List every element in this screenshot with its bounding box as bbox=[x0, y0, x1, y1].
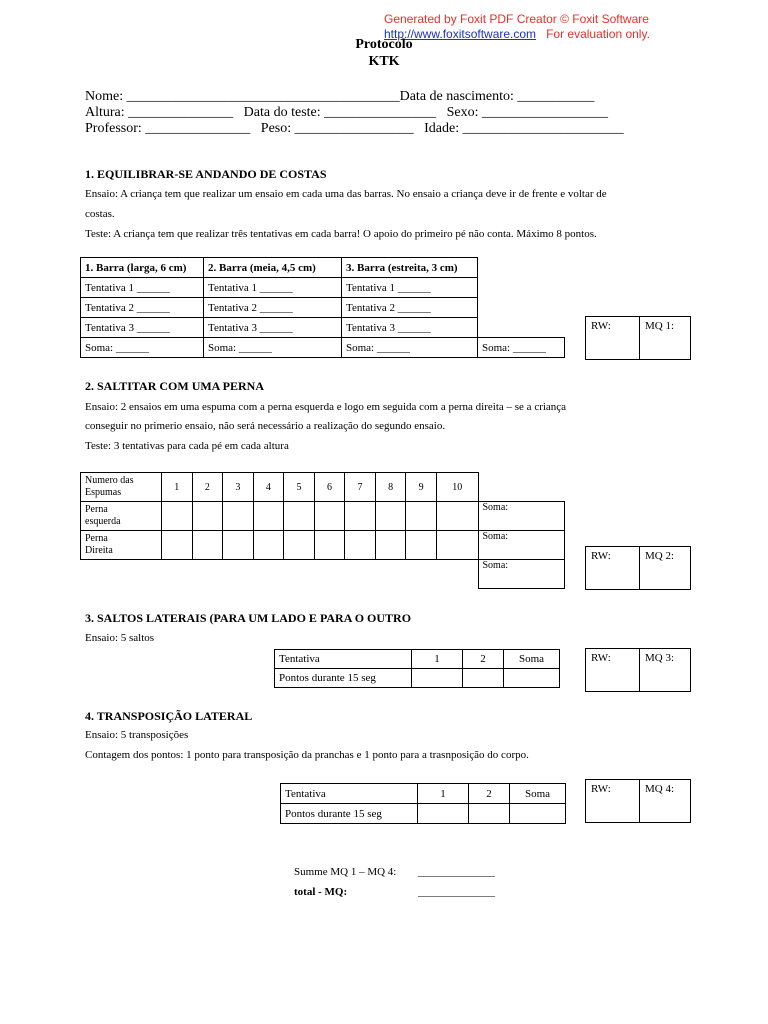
bar-1-attempt-2[interactable]: Tentativa 2 ______ bbox=[81, 298, 204, 318]
total-leg-sum[interactable]: Soma: bbox=[478, 560, 565, 589]
summary-label: Summe MQ 1 – MQ 4: bbox=[294, 866, 397, 878]
left-leg-cell[interactable] bbox=[375, 502, 406, 531]
right-leg-cell[interactable] bbox=[253, 531, 284, 560]
bar-2-attempt-3[interactable]: Tentativa 3 ______ bbox=[204, 318, 342, 338]
bar-3-attempt-3[interactable]: Tentativa 3 ______ bbox=[342, 318, 478, 338]
left-leg-cell[interactable] bbox=[284, 502, 315, 531]
s4-tentativa-label: Tentativa bbox=[281, 784, 418, 804]
section-1-title: 1. EQUILIBRAR-SE ANDANDO DE COSTAS bbox=[85, 167, 327, 181]
right-leg-cell[interactable] bbox=[314, 531, 345, 560]
section-1-table bbox=[80, 257, 565, 358]
left-leg-cell[interactable] bbox=[192, 502, 223, 531]
page-subtitle: KTK bbox=[368, 54, 400, 69]
data-teste-field[interactable]: Data do teste: ________________ bbox=[243, 105, 437, 120]
s3-cell-1[interactable] bbox=[412, 669, 463, 688]
s4-cell-soma[interactable] bbox=[510, 804, 566, 824]
right-leg-cell[interactable] bbox=[345, 531, 376, 560]
foam-col: 4 bbox=[253, 473, 284, 502]
summary-line[interactable]: ______________ bbox=[418, 866, 495, 878]
bar-2-attempt-2[interactable]: Tentativa 2 ______ bbox=[204, 298, 342, 318]
left-leg-cell[interactable] bbox=[253, 502, 284, 531]
section-1-teste: Teste: A criança tem que realizar três tentativas em cada barra! O apoio do primeiro pé não conta. Máximo 8 pontos. bbox=[85, 228, 597, 240]
left-leg-cell[interactable] bbox=[314, 502, 345, 531]
altura-field[interactable]: Altura: _______________ bbox=[85, 105, 234, 120]
s4-col-1: 1 bbox=[418, 784, 469, 804]
total-sum[interactable]: Soma: ______ bbox=[478, 338, 565, 358]
section-4-ensaio: Ensaio: 5 transposições bbox=[85, 729, 189, 741]
left-leg-cell[interactable] bbox=[436, 502, 478, 531]
foam-col: 7 bbox=[345, 473, 376, 502]
right-leg-cell[interactable] bbox=[223, 531, 254, 560]
foam-col: 6 bbox=[314, 473, 345, 502]
bar-1-header: 1. Barra (larga, 6 cm) bbox=[81, 258, 204, 278]
rw-4[interactable]: RW: bbox=[586, 780, 640, 822]
mq-1[interactable]: MQ 1: bbox=[645, 320, 675, 332]
s3-cell-soma[interactable] bbox=[504, 669, 560, 688]
bar-3-attempt-1[interactable]: Tentativa 1 ______ bbox=[342, 278, 478, 298]
watermark-line: Generated by Foxit PDF Creator © Foxit Software bbox=[384, 12, 649, 26]
s3-cell-2[interactable] bbox=[463, 669, 504, 688]
peso-field[interactable]: Peso: _________________ bbox=[260, 121, 414, 136]
s3-col-2: 2 bbox=[463, 650, 504, 669]
foam-header: Numero das Espumas bbox=[81, 473, 162, 502]
s3-col-1: 1 bbox=[412, 650, 463, 669]
mq-2[interactable]: MQ 2: bbox=[645, 550, 675, 562]
rw-2[interactable]: RW: bbox=[586, 547, 640, 589]
section-2-title: 2. SALTITAR COM UMA PERNA bbox=[85, 379, 265, 393]
right-leg-cell[interactable] bbox=[162, 531, 193, 560]
s4-col-soma: Soma bbox=[510, 784, 566, 804]
bar-2-header: 2. Barra (meia, 4,5 cm) bbox=[204, 258, 342, 278]
left-leg-cell[interactable] bbox=[223, 502, 254, 531]
foam-col: 2 bbox=[192, 473, 223, 502]
mq-4[interactable]: MQ 4: bbox=[645, 783, 675, 795]
right-leg-sum[interactable]: Soma: bbox=[478, 531, 565, 560]
section-2-ensaio: Ensaio: 2 ensaios em uma espuma com a perna esquerda e logo em seguida com a perna direita – se a criança bbox=[85, 401, 567, 413]
s4-cell-1[interactable] bbox=[418, 804, 469, 824]
bar-3-sum[interactable]: Soma: ______ bbox=[342, 338, 478, 358]
left-leg-cell[interactable] bbox=[162, 502, 193, 531]
s3-col-soma: Soma bbox=[504, 650, 560, 669]
section-3-title: 3. SALTOS LATERAIS (PARA UM LADO E PARA O OUTRO bbox=[85, 611, 412, 625]
bar-3-attempt-2[interactable]: Tentativa 2 ______ bbox=[342, 298, 478, 318]
right-leg-cell[interactable] bbox=[192, 531, 223, 560]
s4-col-2: 2 bbox=[469, 784, 510, 804]
sexo-field[interactable]: Sexo: __________________ bbox=[446, 105, 609, 120]
right-leg-cell[interactable] bbox=[284, 531, 315, 560]
left-leg-label: Perna esquerda bbox=[81, 502, 162, 531]
section-4-contagem: Contagem dos pontos: 1 ponto para transposição da pranchas e 1 ponto para a trasnposição do corpo. bbox=[85, 749, 529, 761]
bar-2-attempt-1[interactable]: Tentativa 1 ______ bbox=[204, 278, 342, 298]
section-1-ensaio-cont: costas. bbox=[85, 208, 115, 220]
section-3-ensaio: Ensaio: 5 saltos bbox=[85, 632, 155, 644]
bar-1-attempt-1[interactable]: Tentativa 1 ______ bbox=[81, 278, 204, 298]
bar-1-sum[interactable]: Soma: ______ bbox=[81, 338, 204, 358]
form-row-1 bbox=[85, 88, 594, 105]
section-2-table bbox=[80, 472, 565, 589]
total-mq-line[interactable]: ______________ bbox=[418, 886, 495, 898]
mq-3[interactable]: MQ 3: bbox=[645, 652, 675, 664]
section-1-ensaio: Ensaio: A criança tem que realizar um ensaio em cada uma das barras. No ensaio a criança deve ir de frente e voltar de bbox=[85, 188, 607, 200]
right-leg-cell[interactable] bbox=[375, 531, 406, 560]
form-row-2 bbox=[85, 104, 608, 121]
section-3-table bbox=[274, 649, 560, 688]
s3-tentativa-label: Tentativa bbox=[275, 650, 412, 669]
professor-field[interactable]: Professor: _______________ bbox=[85, 121, 251, 136]
total-mq-label: total - MQ: bbox=[294, 886, 348, 898]
foam-col: 1 bbox=[162, 473, 193, 502]
section-1-score-box bbox=[585, 316, 691, 360]
nascimento-field[interactable]: Data de nascimento: ___________ bbox=[399, 89, 595, 104]
section-4-score-box bbox=[585, 779, 691, 823]
foam-col: 5 bbox=[284, 473, 315, 502]
right-leg-cell[interactable] bbox=[406, 531, 437, 560]
bar-2-sum[interactable]: Soma: ______ bbox=[204, 338, 342, 358]
right-leg-label: Perna Direita bbox=[81, 531, 162, 560]
page-title: Protocolo bbox=[355, 37, 413, 52]
s4-pontos-label: Pontos durante 15 seg bbox=[281, 804, 418, 824]
s3-pontos-label: Pontos durante 15 seg bbox=[275, 669, 412, 688]
foam-col: 8 bbox=[375, 473, 406, 502]
bar-3-header: 3. Barra (estreita, 3 cm) bbox=[342, 258, 478, 278]
s4-cell-2[interactable] bbox=[469, 804, 510, 824]
rw-1[interactable]: RW: bbox=[586, 317, 640, 359]
left-leg-cell[interactable] bbox=[345, 502, 376, 531]
form-row-3 bbox=[85, 120, 624, 137]
idade-field[interactable]: Idade: _______________________ bbox=[424, 121, 624, 136]
nome-field[interactable]: Nome: _______________________________________ bbox=[85, 89, 400, 104]
left-leg-sum[interactable]: Soma: bbox=[478, 502, 565, 531]
section-4-table bbox=[280, 783, 566, 824]
watermark-note: For evaluation only. bbox=[546, 27, 650, 41]
section-2-ensaio-cont: conseguir no primerio ensaio, não será necessário a realização do segundo ensaio. bbox=[85, 420, 446, 432]
section-2-teste: Teste: 3 tentativas para cada pé em cada altura bbox=[85, 440, 289, 452]
right-leg-cell[interactable] bbox=[436, 531, 478, 560]
section-2-score-box bbox=[585, 546, 691, 590]
section-3-score-box bbox=[585, 648, 691, 692]
bar-1-attempt-3[interactable]: Tentativa 3 ______ bbox=[81, 318, 204, 338]
foam-col: 9 bbox=[406, 473, 437, 502]
left-leg-cell[interactable] bbox=[406, 502, 437, 531]
foam-col: 3 bbox=[223, 473, 254, 502]
foxit-link[interactable]: http://www.foxitsoftware.com bbox=[384, 27, 537, 41]
foam-col: 10 bbox=[436, 473, 478, 502]
rw-3[interactable]: RW: bbox=[586, 649, 640, 691]
section-4-title: 4. TRANSPOSIÇÃO LATERAL bbox=[85, 709, 253, 723]
